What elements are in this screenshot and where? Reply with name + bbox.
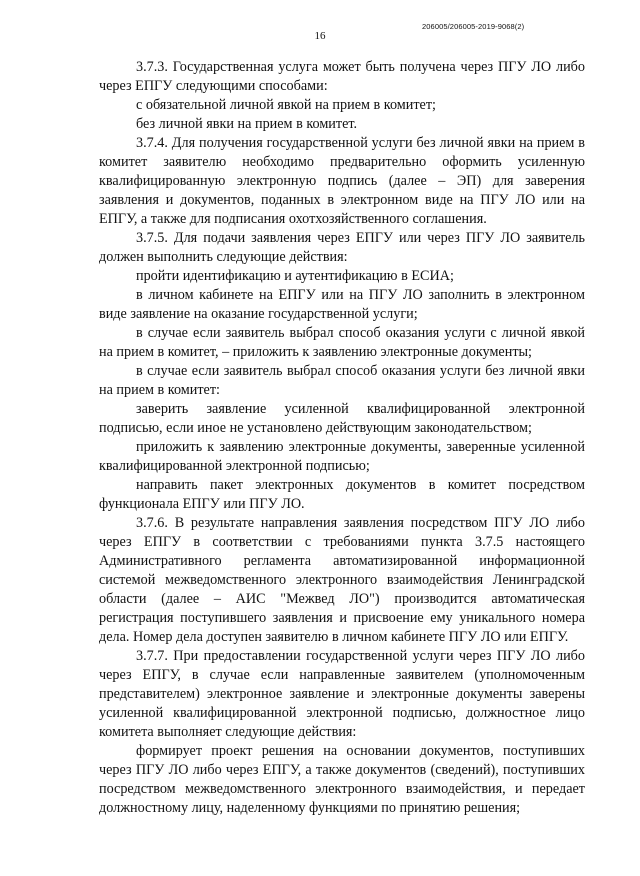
paragraph-3-7-4: 3.7.4. Для получения государственной услуги без личной явки на прием в комитет заявителю необходимо предварительно оформить усиленную квалифицированную электронную подпись (далее – ЭП) для заверения заявления и документов, поданных в электронном виде на ПГУ ЛО или на ЕПГУ, а также для подписания охотхозяйственного соглашения. [99, 135, 585, 227]
paragraph-3-7-5: 3.7.5. Для подачи заявления через ЕПГУ или через ПГУ ЛО заявитель должен выполнить следующие действия: [99, 230, 585, 265]
list-item: приложить к заявлению электронные документы, заверенные усиленной квалифицированной электронной подписью; [99, 439, 585, 474]
list-item: с обязательной личной явкой на прием в комитет; [136, 97, 436, 113]
paragraph-3-7-6: 3.7.6. В результате направления заявления посредством ПГУ ЛО либо через ЕПГУ в соответствии с требованиями пункта 3.7.5 настоящего Административного регламента автоматизированной информационной системой межведомственного электронного взаимодействия Ленинградской области (далее – АИС "Межвед ЛО") производится автоматическая регистрация поступившего заявления и присвоение ему уникального номера дела. Номер дела доступен заявителю в личном кабинете ПГУ ЛО или ЕПГУ. [99, 515, 585, 645]
list-item: в случае если заявитель выбрал способ оказания услуги без личной явки на прием в комитет: [99, 363, 585, 398]
paragraph-3-7-3: 3.7.3. Государственная услуга может быть получена через ПГУ ЛО либо через ЕПГУ следующими способами: [99, 59, 585, 94]
page-number: 16 [314, 30, 326, 42]
document-id: 206005/206005-2019-9068(2) [422, 22, 525, 31]
list-item: в случае если заявитель выбрал способ оказания услуги с личной явкой на прием в комитет, – приложить к заявлению электронные документы; [99, 325, 585, 360]
list-item: пройти идентификацию и аутентификацию в ЕСИА; [136, 268, 454, 284]
document-body [99, 58, 585, 818]
list-item: формирует проект решения на основании документов, поступивших через ПГУ ЛО либо через ЕПГУ, а также документов (сведений), поступивших посредством межведомственного электронного взаимодействия, и передает должностному лицу, наделенному функциями по принятию решения; [99, 743, 585, 816]
list-item: заверить заявление усиленной квалифицированной электронной подписью, если иное не установлено действующим законодательством; [99, 401, 585, 436]
list-item: направить пакет электронных документов в комитет посредством функционала ЕПГУ или ПГУ ЛО. [99, 477, 585, 512]
list-item: без личной явки на прием в комитет. [136, 116, 358, 132]
paragraph-3-7-7: 3.7.7. При предоставлении государственной услуги через ПГУ ЛО либо через ЕПГУ, в случае если направленные заявителем (уполномоченным представителем) электронное заявление и электронные документы заверены усиленной квалифицированной электронной подписью, должностное лицо комитета выполняет следующие действия: [99, 648, 585, 740]
list-item: в личном кабинете на ЕПГУ или на ПГУ ЛО заполнить в электронном виде заявление на оказание государственной услуги; [99, 287, 585, 322]
